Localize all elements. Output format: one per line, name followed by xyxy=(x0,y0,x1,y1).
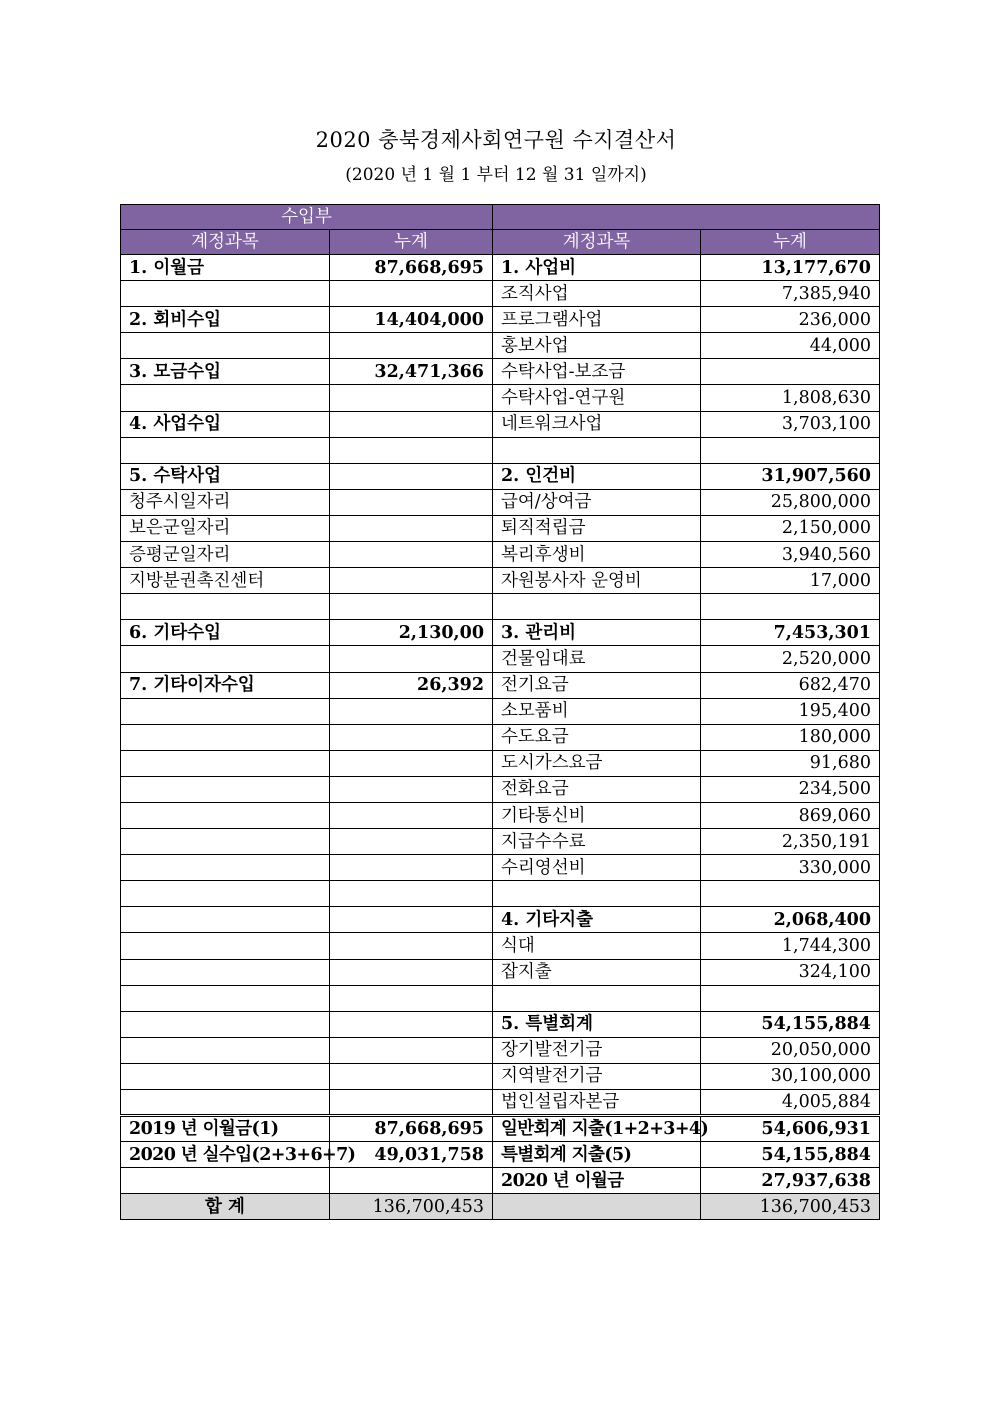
income-account-cell xyxy=(121,594,330,620)
income-amount-cell xyxy=(330,802,493,828)
expense-amount-cell: 2,350,191 xyxy=(701,829,880,855)
expense-amount-cell: 2,068,400 xyxy=(701,907,880,933)
expense-amount-cell: 17,000 xyxy=(701,568,880,594)
table-row xyxy=(121,855,880,881)
summary-expense-amount: 27,937,638 xyxy=(701,1168,880,1194)
expense-amount-cell: 7,453,301 xyxy=(701,620,880,646)
income-account-cell xyxy=(121,281,330,307)
income-account-cell: 지방분권촉진센터 xyxy=(121,568,330,594)
table-row xyxy=(121,620,880,646)
document-title: 2020 충북경제사회연구원 수지결산서 xyxy=(315,128,677,152)
expense-amount-cell: 2,520,000 xyxy=(701,646,880,672)
income-amount-cell xyxy=(330,281,493,307)
summary-row xyxy=(121,1168,880,1194)
expense-amount-cell: 236,000 xyxy=(701,307,880,333)
expense-account-cell: 도시가스요금 xyxy=(493,750,701,776)
expense-amount-cell: 234,500 xyxy=(701,776,880,802)
income-amount-cell xyxy=(330,985,493,1011)
income-account-cell: 2. 회비수입 xyxy=(121,307,330,333)
income-amount-cell xyxy=(330,1037,493,1063)
grand-total-row xyxy=(121,1194,880,1220)
summary-expense-label: 특별회계 지출(5) xyxy=(493,1142,701,1168)
expense-account-cell: 수리영선비 xyxy=(493,855,701,881)
section-header-row xyxy=(121,205,880,230)
income-account-cell xyxy=(121,750,330,776)
income-amount-cell xyxy=(330,542,493,568)
income-account-cell xyxy=(121,385,330,411)
table-row xyxy=(121,568,880,594)
income-account-cell: 4. 사업수입 xyxy=(121,411,330,437)
expense-amount-cell: 3,940,560 xyxy=(701,542,880,568)
income-account-cell xyxy=(121,959,330,985)
income-account-cell: 7. 기타이자수입 xyxy=(121,672,330,698)
expense-account-cell xyxy=(493,881,701,907)
income-account-cell: 6. 기타수입 xyxy=(121,620,330,646)
income-amount-cell xyxy=(330,1063,493,1089)
expense-amount-cell: 682,470 xyxy=(701,672,880,698)
income-account-cell: 보은군일자리 xyxy=(121,515,330,541)
expense-account-cell: 지역발전기금 xyxy=(493,1063,701,1089)
income-account-cell xyxy=(121,802,330,828)
summary-income-label: 2020 년 실수입(2+3+6+7) xyxy=(121,1142,330,1168)
expense-account-cell: 전기요금 xyxy=(493,672,701,698)
expense-amount-cell: 3,703,100 xyxy=(701,411,880,437)
expense-amount-cell: 4,005,884 xyxy=(701,1090,880,1116)
grand-total-expense: 136,700,453 xyxy=(701,1194,880,1220)
expense-account-cell: 홍보사업 xyxy=(493,333,701,359)
summary-expense-amount: 54,606,931 xyxy=(701,1116,880,1142)
table-row xyxy=(121,463,880,489)
income-account-cell: 5. 수탁사업 xyxy=(121,463,330,489)
income-amount-cell xyxy=(330,594,493,620)
table-row xyxy=(121,907,880,933)
table-row xyxy=(121,411,880,437)
grand-total-income: 136,700,453 xyxy=(330,1194,493,1220)
summary-income-amount: 49,031,758 xyxy=(330,1142,493,1168)
income-account-cell xyxy=(121,1037,330,1063)
table-row xyxy=(121,307,880,333)
expense-account-cell: 법인설립자본금 xyxy=(493,1090,701,1116)
table-row xyxy=(121,985,880,1011)
expense-amount-cell xyxy=(701,359,880,385)
expense-amount-cell xyxy=(701,881,880,907)
income-amount-cell xyxy=(330,646,493,672)
expense-account-cell: 프로그램사업 xyxy=(493,307,701,333)
table-row xyxy=(121,333,880,359)
income-section-header: 수입부 xyxy=(121,205,493,230)
income-amount-cell xyxy=(330,776,493,802)
income-amount-cell xyxy=(330,724,493,750)
summary-row xyxy=(121,1142,880,1168)
expense-account-cell: 5. 특별회계 xyxy=(493,1011,701,1037)
summary-income-amount xyxy=(330,1168,493,1194)
expense-amount-cell: 13,177,670 xyxy=(701,255,880,281)
expense-account-cell: 복리후생비 xyxy=(493,542,701,568)
expense-account-cell xyxy=(493,594,701,620)
income-account-cell: 3. 모금수입 xyxy=(121,359,330,385)
settlement-table xyxy=(120,204,880,1220)
table-row xyxy=(121,594,880,620)
income-account-cell xyxy=(121,333,330,359)
income-account-cell xyxy=(121,829,330,855)
income-account-cell xyxy=(121,1063,330,1089)
expense-account-cell: 건물임대료 xyxy=(493,646,701,672)
income-account-cell xyxy=(121,437,330,463)
expense-account-cell: 소모품비 xyxy=(493,698,701,724)
expense-amount-cell: 1,744,300 xyxy=(701,933,880,959)
document-period: (2020 년 1 월 1 부터 12 월 31 일까지) xyxy=(345,165,647,185)
income-amount-cell: 2,130,00 xyxy=(330,620,493,646)
expense-account-cell: 장기발전기금 xyxy=(493,1037,701,1063)
expense-account-cell xyxy=(493,437,701,463)
income-amount-cell xyxy=(330,333,493,359)
income-account-cell xyxy=(121,1090,330,1116)
income-amount-cell: 87,668,695 xyxy=(330,255,493,281)
table-row xyxy=(121,881,880,907)
income-total-header: 누계 xyxy=(330,230,493,255)
expense-account-cell: 3. 관리비 xyxy=(493,620,701,646)
summary-income-label: 2019 년 이월금(1) xyxy=(121,1116,330,1142)
income-account-cell xyxy=(121,1011,330,1037)
expense-account-cell: 2. 인건비 xyxy=(493,463,701,489)
income-amount-cell xyxy=(330,855,493,881)
expense-amount-cell: 2,150,000 xyxy=(701,515,880,541)
expense-account-cell: 퇴직적립금 xyxy=(493,515,701,541)
table-row xyxy=(121,802,880,828)
expense-account-cell: 4. 기타지출 xyxy=(493,907,701,933)
income-amount-cell xyxy=(330,385,493,411)
income-amount-cell xyxy=(330,933,493,959)
expense-account-cell: 지급수수료 xyxy=(493,829,701,855)
table-row xyxy=(121,515,880,541)
table-row xyxy=(121,385,880,411)
column-header-row xyxy=(121,230,880,255)
income-amount-cell xyxy=(330,829,493,855)
summary-row xyxy=(121,1116,880,1142)
income-account-cell: 1. 이월금 xyxy=(121,255,330,281)
expense-amount-cell: 324,100 xyxy=(701,959,880,985)
income-amount-cell: 14,404,000 xyxy=(330,307,493,333)
income-amount-cell: 32,471,366 xyxy=(330,359,493,385)
income-amount-cell xyxy=(330,1090,493,1116)
expense-account-cell: 수도요금 xyxy=(493,724,701,750)
summary-income-label xyxy=(121,1168,330,1194)
income-account-cell xyxy=(121,855,330,881)
expense-account-cell: 1. 사업비 xyxy=(493,255,701,281)
table-row xyxy=(121,1037,880,1063)
income-amount-cell xyxy=(330,907,493,933)
income-account-cell: 증평군일자리 xyxy=(121,542,330,568)
income-account-cell xyxy=(121,985,330,1011)
grand-total-label: 합 계 xyxy=(121,1194,330,1220)
expense-amount-cell: 195,400 xyxy=(701,698,880,724)
expense-amount-cell xyxy=(701,594,880,620)
summary-expense-label: 2020 년 이월금 xyxy=(493,1168,701,1194)
expense-amount-cell: 20,050,000 xyxy=(701,1037,880,1063)
income-account-header: 계정과목 xyxy=(121,230,330,255)
expense-amount-cell: 1,808,630 xyxy=(701,385,880,411)
expense-account-cell: 식대 xyxy=(493,933,701,959)
expense-account-cell: 급여/상여금 xyxy=(493,489,701,515)
table-row xyxy=(121,255,880,281)
expense-amount-cell: 25,800,000 xyxy=(701,489,880,515)
expense-amount-cell: 180,000 xyxy=(701,724,880,750)
table-row xyxy=(121,489,880,515)
expense-amount-cell xyxy=(701,437,880,463)
expense-amount-cell xyxy=(701,985,880,1011)
income-amount-cell xyxy=(330,881,493,907)
expense-account-header: 계정과목 xyxy=(493,230,701,255)
expense-account-cell xyxy=(493,985,701,1011)
expense-account-cell: 기타통신비 xyxy=(493,802,701,828)
expense-amount-cell: 54,155,884 xyxy=(701,1011,880,1037)
grand-total-expense-label xyxy=(493,1194,701,1220)
expense-amount-cell: 30,100,000 xyxy=(701,1063,880,1089)
expense-amount-cell: 7,385,940 xyxy=(701,281,880,307)
income-account-cell: 청주시일자리 xyxy=(121,489,330,515)
table-row xyxy=(121,750,880,776)
table-row xyxy=(121,1063,880,1089)
expense-account-cell: 조직사업 xyxy=(493,281,701,307)
income-amount-cell xyxy=(330,515,493,541)
table-row xyxy=(121,1090,880,1116)
expense-amount-cell: 330,000 xyxy=(701,855,880,881)
income-account-cell xyxy=(121,907,330,933)
income-account-cell xyxy=(121,933,330,959)
expense-section-header xyxy=(493,205,880,230)
summary-expense-amount: 54,155,884 xyxy=(701,1142,880,1168)
table-row xyxy=(121,829,880,855)
income-amount-cell xyxy=(330,411,493,437)
income-account-cell xyxy=(121,881,330,907)
table-row xyxy=(121,1011,880,1037)
table-row xyxy=(121,672,880,698)
income-amount-cell xyxy=(330,959,493,985)
expense-account-cell: 수탁사업-연구원 xyxy=(493,385,701,411)
table-row xyxy=(121,437,880,463)
expense-account-cell: 네트워크사업 xyxy=(493,411,701,437)
table-row xyxy=(121,698,880,724)
expense-account-cell: 잡지출 xyxy=(493,959,701,985)
income-amount-cell: 26,392 xyxy=(330,672,493,698)
expense-total-header: 누계 xyxy=(701,230,880,255)
income-amount-cell xyxy=(330,1011,493,1037)
income-amount-cell xyxy=(330,750,493,776)
income-account-cell xyxy=(121,776,330,802)
income-account-cell xyxy=(121,724,330,750)
table-row xyxy=(121,359,880,385)
expense-amount-cell: 44,000 xyxy=(701,333,880,359)
table-row xyxy=(121,724,880,750)
table-row xyxy=(121,646,880,672)
summary-expense-label: 일반회계 지출(1+2+3+4) xyxy=(493,1116,701,1142)
table-row xyxy=(121,959,880,985)
income-amount-cell xyxy=(330,698,493,724)
table-row xyxy=(121,933,880,959)
expense-account-cell: 전화요금 xyxy=(493,776,701,802)
income-amount-cell xyxy=(330,437,493,463)
expense-amount-cell: 31,907,560 xyxy=(701,463,880,489)
income-amount-cell xyxy=(330,463,493,489)
table-row xyxy=(121,281,880,307)
expense-amount-cell: 869,060 xyxy=(701,802,880,828)
table-row xyxy=(121,542,880,568)
income-amount-cell xyxy=(330,489,493,515)
expense-amount-cell: 91,680 xyxy=(701,750,880,776)
income-account-cell xyxy=(121,698,330,724)
income-amount-cell xyxy=(330,568,493,594)
table-row xyxy=(121,776,880,802)
expense-account-cell: 자원봉사자 운영비 xyxy=(493,568,701,594)
summary-income-amount: 87,668,695 xyxy=(330,1116,493,1142)
income-account-cell xyxy=(121,646,330,672)
expense-account-cell: 수탁사업-보조금 xyxy=(493,359,701,385)
